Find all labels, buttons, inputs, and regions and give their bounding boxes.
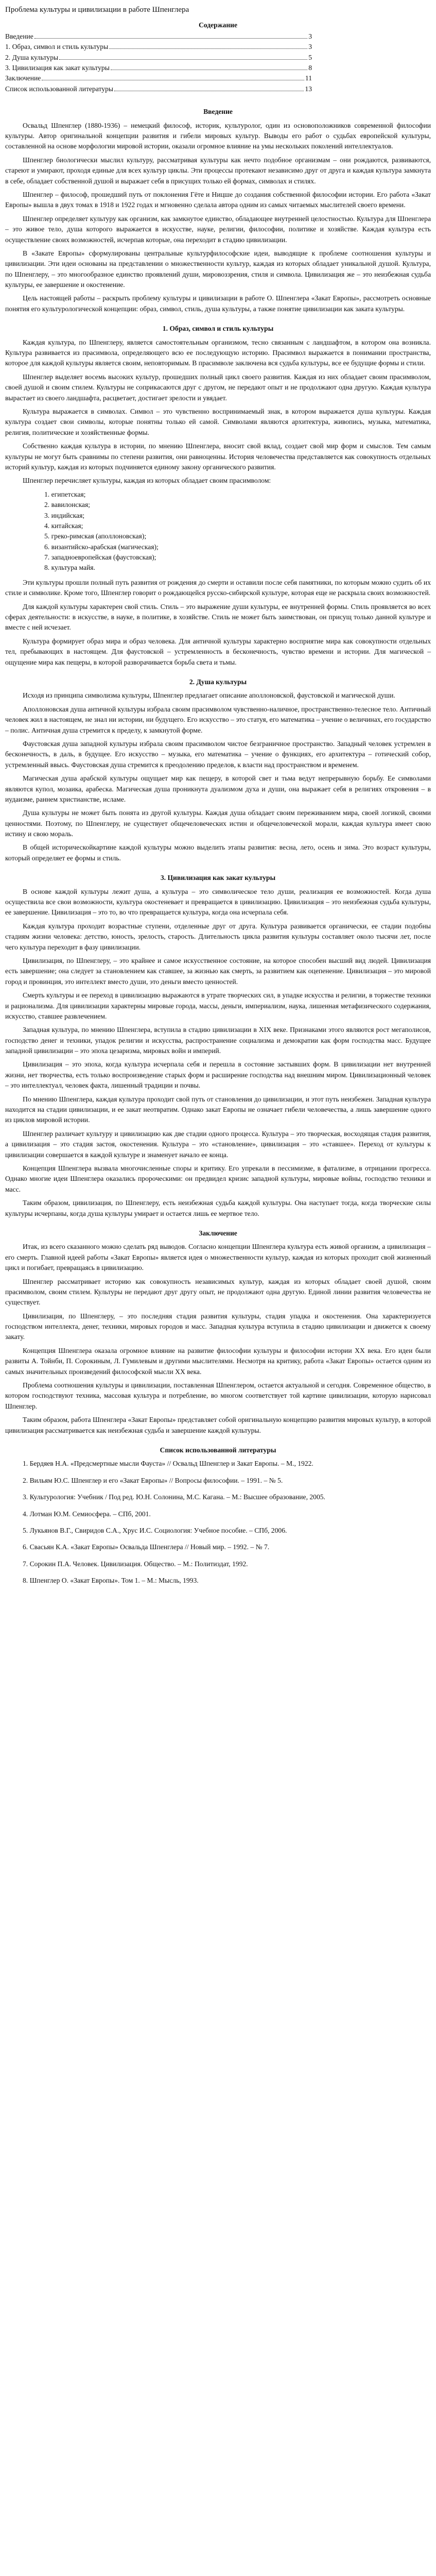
- reference-item: 3. Культурология: Учебник / Под ред. Ю.Н. Солонина, М.С. Кагана. – М.: Высшее образование, 2005.: [23, 1493, 325, 1501]
- reference-item: 2. Вильям Ю.С. Шпенглер и его «Закат Европы» // Вопросы философии. – 1991. – № 5.: [23, 1476, 283, 1484]
- toc-entry-label: Список использованной литературы: [5, 84, 114, 93]
- references-heading: Список использованной литературы: [160, 1446, 276, 1454]
- toc-entry-page: 3: [308, 43, 312, 51]
- intro-body: [5, 121, 431, 315]
- conclusion-section: [5, 1228, 431, 1436]
- toc-entry-label: 3. Цивилизация как закат культуры: [5, 64, 110, 72]
- toc-entry[interactable]: [5, 42, 312, 52]
- paragraph: Культура формирует образ мира и образ человека. Для античной культуры характерно восприятие мира как совокупности отдельных тел, пребывающих в настоящем. Для фаустовской – устремленность в бесконечность, чувство времени и истории. Для магической – ощущение мира как пещеры, в которой разворачивается борьба света и тьмы.: [5, 637, 431, 666]
- paragraph: Аполлоновская душа античной культуры избрала своим прасимволом чувственно-наличное, пространственно-телесное тело. Античный человек жил в настоящем, не знал ни истории, ни будущего. Его искусство – это статуя, его математика – учение о величинах, его государство – полис. Античная душа стремится к пределу, к замкнутой форме.: [5, 705, 431, 734]
- list-item: 4. китайская;: [44, 521, 83, 530]
- paragraph: Освальд Шпенглер (1880-1936) – немецкий философ, историк, культуролог, один из основоположников современной философии культуры. Автор оригинальной концепции развития и гибели мировых культур. Выводы его работ о судьбах европейской культуры, составленной на основе морфологии мировой истории, оказали огромное влияние на умы нескольких поколений интеллектуалов.: [5, 121, 431, 150]
- list-item: 8. культура майя.: [44, 564, 95, 572]
- paragraph: Таким образом, цивилизация, по Шпенглеру, есть неизбежная судьба каждой культуры. Она наступает тогда, когда творческие силы культуры исчерпаны, когда душа культуры умирает и остается лишь ее мертвое тело.: [5, 1199, 431, 1217]
- section-3-heading: 3. Цивилизация как закат культуры: [160, 874, 276, 882]
- paragraph: Западная культура, по мнению Шпенглера, вступила в стадию цивилизации в XIX веке. Признаками этого являются рост мегаполисов, господство денег и техники, упадок религии и искусства, распространение социализма и демократии как форм господства масс. Будущее западной цивилизации – это эпоха цезаризма, мировых войн и империй.: [5, 1026, 431, 1055]
- paragraph: Шпенглер различает культуру и цивилизацию как две стадии одного процесса. Культура – это творческая, восходящая стадия развития, а цивилизация – это стадия застоя, окостенения. Культура – это «становление», цивилизация – это «ставшее». Переход от культуры к цивилизации совершается в каждой культуре и знаменует начало ее конца.: [5, 1129, 431, 1159]
- paragraph: Проблема соотношения культуры и цивилизации, поставленная Шпенглером, остается актуальной и сегодня. Современное общество, в котором господствуют техника, массовая культура и потребление, во многом соответствует той картине цивилизации, которую нарисовал Шпенглер.: [5, 1381, 431, 1410]
- paragraph: Шпенглер биологически мыслил культуру, рассматривая культуры как нечто подобное организмам – они рождаются, развиваются, стареют и умирают, проходя единые для всех культур циклы. Эти процессы протекают независимо друг от друга и каждая культура замкнута в себе, обладает собственной душой и выражает себя в присущих только ей формах, символах и стилях.: [5, 156, 431, 185]
- reference-item: 5. Лукьянов В.Г., Свиридов С.А., Хрус И.С. Социология: Учебное пособие. – СПб, 2006.: [23, 1526, 287, 1534]
- cultures-list: [5, 489, 431, 573]
- toc-leader-dots: [34, 38, 307, 39]
- section-1-body: [5, 337, 431, 486]
- paragraph: Шпенглер определяет культуру как организм, как замкнутое единство, обладающее внутренней целостностью. Культура для Шпенглера – это живое тело, душа которого выражается в искусстве, науке, религии, философии, политике и хозяйстве. Каждая культура есть осуществление своих возможностей, исчерпав которые, она переходит в стадию цивилизации.: [5, 214, 431, 244]
- paragraph: Цель настоящей работы – раскрыть проблему культуры и цивилизации в работе О. Шпенглера «Закат Европы», рассмотреть основные понятия его культурологической концепции: образ, символ, стиль, душа культуры, а также понятие цивилизации как заката культуры.: [5, 294, 431, 313]
- paragraph: Культура выражается в символах. Символ – это чувственно воспринимаемый знак, в котором выражается душа культуры. Каждая культура создает свои символы, которые понятны только ей самой. Символами являются архитектура, живопись, музыка, математика, религия, политические и хозяйственные формы.: [5, 408, 431, 436]
- toc-heading: Содержание: [198, 21, 238, 29]
- toc-entry[interactable]: [5, 53, 312, 63]
- toc-leader-dots: [109, 48, 307, 49]
- section-2-body: [5, 690, 431, 863]
- paragraph: Для каждой культуры характерен свой стиль. Стиль – это выражение души культуры, ее внутренней формы. Стиль проявляется во всех сферах деятельности: в искусстве, в науке, в политике, в хозяйстве. Стиль не может быть заимствован, он присущ только данной культуре и вместе с ней исчезает.: [5, 602, 431, 632]
- section-3: [5, 873, 431, 1219]
- reference-item: 1. Бердяев Н.А. «Предсмертные мысли Фауста» // Освальд Шпенглер и Закат Европы. – М., 1922.: [23, 1460, 313, 1468]
- paragraph: Концепция Шпенглера оказала огромное влияние на развитие философии культуры и философии истории XX века. Его идеи были развиты А. Тойнби, П. Сорокиным, Л. Гумилевым и другими мыслителями. Несмотря на критику, работа «Закат Европы» остается одним из самых значительных произведений философской мысли XX века.: [5, 1346, 431, 1376]
- paragraph: Цивилизация, по Шпенглеру, – это крайнее и самое искусственное состояние, на которое способен высший вид людей. Цивилизация есть завершение; она следует за становлением как ставшее, за жизнью как смерть, за развитием как оцепенение. Цивилизация – это мировой город и провинция, это интеллект вместо души, это деньги вместо ценностей.: [5, 956, 431, 986]
- paragraph: В основе каждой культуры лежит душа, а культура – это символическое тело души, реализация ее возможностей. Когда душа осуществила все свои возможности, культура окостеневает и превращается в цивилизацию. Цивилизация – это неизбежная судьба культуры, ее завершение. Цивилизация – это то, во что превращается культура, когда она исчерпала себя.: [5, 887, 431, 917]
- toc-entry-label: Введение: [5, 32, 33, 40]
- paragraph: Фаустовская душа западной культуры избрала своим прасимволом чистое безграничное пространство. Западный человек устремлен в бесконечность, в даль, в будущее. Его искусство – музыка, его математика – учение о функциях, его архитектура – готический собор, устремленный ввысь. Фаустовская душа стремится к преодолению пределов, к власти над пространством и временем.: [5, 739, 431, 769]
- reference-item: 6. Свасьян К.А. «Закат Европы» Освальда Шпенглера // Новый мир. – 1992. – № 7.: [23, 1543, 270, 1551]
- paragraph: Итак, из всего сказанного можно сделать ряд выводов. Согласно концепции Шпенглера культура есть живой организм, а цивилизация – его смерть. Главной идеей работы «Закат Европы» является идея о множественности культур, каждая из которых проходит свой жизненный цикл и погибает, превращаясь в цивилизацию.: [5, 1243, 431, 1272]
- toc-entry-label: 2. Душа культуры: [5, 53, 59, 61]
- list-item: 5. греко-римская (аполлоновская);: [44, 532, 147, 540]
- paragraph: Каждая культура, по Шпенглеру, является самостоятельным организмом, тесно связанным с ландшафтом, в котором она возникла. Культура развивается из прасимвола, определяющего всю ее последующую историю. Прасимвол выражается в понимании пространства, которое для каждой культуры является своим, неповторимым. В прасимволе заключена вся судьба культуры, все ее будущие формы и стили.: [5, 338, 431, 367]
- toc-entry-page: 11: [305, 74, 312, 82]
- intro-heading: Введение: [203, 108, 233, 116]
- toc-entry[interactable]: [5, 84, 312, 94]
- paragraph: Концепция Шпенглера вызвала многочисленные споры и критику. Его упрекали в пессимизме, в фатализме, в отрицании прогресса. Однако многие идеи Шпенглера оказались пророческими: он предвидел кризис западной культуры, мировые войны, господство техники и масс.: [5, 1164, 431, 1193]
- paragraph: Цивилизация, по Шпенглеру, – это последняя стадия развития культуры, стадия упадка и окостенения. Она характеризуется господством интеллекта, денег, техники, мировых городов и масс. Западная культура вступила в стадию цивилизации и движется к своему закату.: [5, 1312, 431, 1341]
- conclusion-heading: Заключение: [199, 1229, 237, 1237]
- paragraph: В общей историческойкартине каждой культуры можно выделить этапы развития: весна, лето, осень и зима. Это возраст культуры, который определяет ее формы и стиль.: [5, 843, 431, 862]
- toc-entry-page: 13: [305, 84, 312, 93]
- references-section: [5, 1445, 431, 1586]
- toc-entry-page: 8: [308, 64, 312, 72]
- toc-entry-page: 5: [308, 53, 312, 61]
- paragraph: Смерть культуры и ее переход в цивилизацию выражаются в утрате творческих сил, в упадке искусства и религии, в торжестве техники и рационализма. Для цивилизации характерны мировые города, массы, деньги, империализм, наука, лишенная метафизического содержания, искусство, ставшее развлечением.: [5, 991, 431, 1020]
- section-3-body: [5, 887, 431, 1219]
- list-item: 3. индийская;: [44, 511, 85, 519]
- section-1-heading: 1. Образ, символ и стиль культуры: [162, 325, 274, 333]
- paragraph: Таким образом, работа Шпенглера «Закат Европы» представляет собой оригинальную концепцию развития мировых культур, в которой цивилизация рассматривается как неизбежная судьба и завершение каждой культуры.: [5, 1416, 431, 1434]
- paragraph: Собственно каждая культура в истории, по мнению Шпенглера, вносит свой вклад, создает свой мир форм и смыслов. Тем самым культуры не могут быть сравнимы по степени развития, они равноценны. История человечества представляется как совокупность отдельных историй культур, каждая из которых подчиняется единому закону органического развития.: [5, 442, 431, 471]
- paragraph: Душа культуры не может быть понята из другой культуры. Каждая душа обладает своим переживанием мира, своей логикой, своими ценностями. Поэтому, по Шпенглеру, не существует общечеловеческих истин и общечеловеческой морали, каждая культура имеет свою истину и свою мораль.: [5, 809, 431, 838]
- section-2-heading: 2. Душа культуры: [189, 677, 247, 686]
- reference-item: 8. Шпенглер О. «Закат Европы». Том 1. – М.: Мысль, 1993.: [23, 1577, 199, 1585]
- toc-entry[interactable]: [5, 63, 312, 73]
- paragraph: В «Закате Европы» сформулированы центральные культурфилософские идеи, выводящие к проблеме соотношения культуры и цивилизации. Эти идеи основаны на представлении о множественности культур, каждая из которых обладает уникальной душой. Культура, по Шпенглеру, – это многообразное единство проявлений души, мировоззрения, стиля и символа. Цивилизация же – это неизбежная судьба культуры, ее завершение и окостенение.: [5, 249, 431, 289]
- paragraph: Эти культуры прошли полный путь развития от рождения до смерти и оставили после себя памятники, по которым можно судить об их стиле и символике. Кроме того, Шпенглер говорит о рождающейся русско-сибирской культуре, которая еще не раскрыла своих возможностей.: [5, 578, 431, 597]
- reference-item: 7. Сорокин П.А. Человек. Цивилизация. Общество. – М.: Политиздат, 1992.: [23, 1560, 248, 1568]
- list-item: 7. западноевропейская (фаустовская);: [44, 553, 156, 562]
- paragraph: По мнению Шпенглера, каждая культура проходит свой путь от становления до цивилизации, и этот путь неизбежен. Западная культура находится на стадии цивилизации, и ее закат неотвратим. Однако закат Европы не означает гибели человечества, а лишь завершение одного из циклов мировой истории.: [5, 1095, 431, 1124]
- paragraph: Исходя из принципа символизма культуры, Шпенглер предлагает описание аполлоновской, фаустовской и магической души.: [23, 691, 395, 700]
- document-title: Проблема культуры и цивилизации в работе Шпенглера: [5, 6, 189, 14]
- paragraph: Цивилизация – это эпоха, когда культура исчерпала себя и перешла в состояние застывших форм. В цивилизации нет внутренней жизни, нет творчества, есть только воспроизведение старых форм и расширение господства над внешним миром. Цивилизационный человек – это интеллектуал, человек факта, лишенный традиции и почвы.: [5, 1060, 431, 1090]
- reference-item: 4. Лотман Ю.М. Семиосфера. – СПб, 2001.: [23, 1510, 151, 1518]
- section-2: [5, 677, 431, 863]
- paragraph: Шпенглер выделяет восемь высоких культур, прошедших полный цикл своего развития. Каждая из них обладает своим прасимволом, своей душой и своим стилем. Культуры не соприкасаются друг с другом, не передают опыт и не продолжают одна другую. Каждая культура вырастает из своего ландшафта, расцветает, достигает зрелости и увядает.: [5, 372, 431, 402]
- paragraph: Шпенглер – философ, прошедший путь от поклонения Гёте и Ницше до создания собственной философии истории. Его работа «Закат Европы» вышла в двух томах в 1918 и 1922 годах и мгновенно сделала автора одним из самых читаемых мыслителей своего времени.: [5, 190, 431, 209]
- toc-entry[interactable]: [5, 31, 312, 42]
- toc-entry-page: 3: [308, 32, 312, 40]
- paragraph: Шпенглер рассматривает историю как совокупность независимых культур, каждая из которых обладает своей душой, своим прасимволом, своим стилем. Культуры не передают друг другу опыт, не продолжают одна другую. Единой линии развития человечества не существует.: [5, 1277, 431, 1307]
- section-1: [5, 324, 431, 668]
- list-item: 2. вавилонская;: [44, 501, 90, 509]
- paragraph: Магическая душа арабской культуры ощущает мир как пещеру, в которой свет и тьма ведут непрерывную борьбу. Ее символами являются купол, мозаика, арабеска. Магическая душа проникнута дуализмом духа и души, она выражает себя в религиях откровения – в иудаизме, раннем христианстве, исламе.: [5, 774, 431, 803]
- section-1-body-after: [5, 578, 431, 668]
- conclusion-body: [5, 1242, 431, 1436]
- paragraph: Каждая культура проходит возрастные ступени, отделенные друг от друга. Культура развивается органически, ее стадии подобны стадиям жизни человека: детство, юность, зрелость, старость. Длительность цикла развития культуры составляет около тысячи лет, после чего культура переходит в фазу цивилизации.: [5, 922, 431, 951]
- table-of-contents: [5, 31, 431, 94]
- toc-entry[interactable]: [5, 73, 312, 83]
- list-item: 6. византийско-арабская (магическая);: [44, 543, 159, 551]
- toc-entry-label: 1. Образ, символ и стиль культуры: [5, 43, 109, 51]
- paragraph: Шпенглер перечисляет культуры, каждая из которых обладает своим прасимволом:: [23, 477, 271, 485]
- list-item: 1. египетская;: [44, 490, 86, 498]
- toc-entry-label: Заключение: [5, 74, 41, 82]
- intro-section: [5, 107, 431, 314]
- toc-leader-dots: [59, 59, 307, 60]
- references-list: [5, 1459, 431, 1586]
